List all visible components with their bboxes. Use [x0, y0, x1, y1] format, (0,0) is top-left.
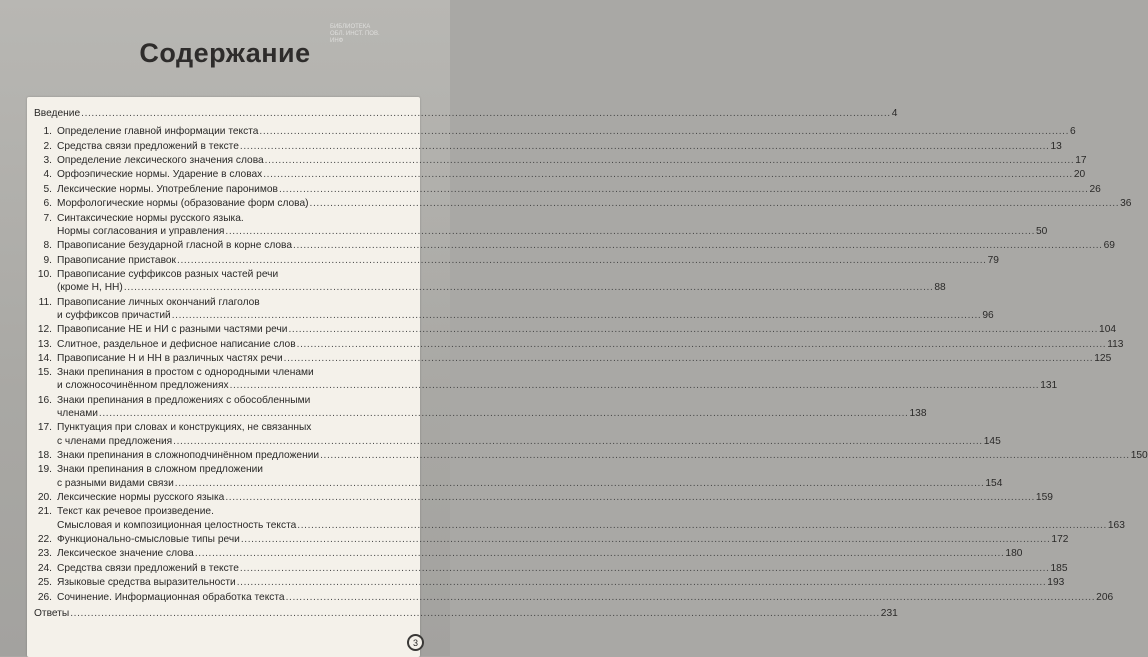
dot-leader	[70, 607, 880, 620]
toc-entry-number: 8.	[43, 240, 52, 252]
toc-entry-title-continued: Нормы согласования и управления	[57, 225, 225, 237]
toc-entry-number: 12.	[37, 324, 52, 336]
toc-entry	[34, 197, 1132, 210]
dot-leader	[259, 125, 1069, 138]
toc-entry-page: 69	[1103, 240, 1115, 252]
toc-entry-answers	[34, 607, 898, 620]
toc-entry-page: 150	[1130, 450, 1148, 462]
table-of-contents	[27, 97, 1148, 657]
toc-entry-page: 96	[982, 309, 994, 321]
toc-entry	[34, 352, 1112, 365]
toc-entry-number: 20.	[37, 492, 52, 504]
dot-leader	[237, 576, 1047, 589]
dot-leader	[230, 379, 1040, 392]
toc-list	[34, 107, 1148, 620]
toc-entry-number: 23.	[37, 548, 52, 560]
toc-entry-title: Знаки препинания в сложноподчинённом предложении	[57, 450, 320, 462]
toc-entry-page: 154	[985, 477, 1003, 489]
toc-entry-page: 145	[983, 435, 1001, 447]
dot-leader	[172, 309, 982, 322]
toc-entry-number: 17.	[37, 422, 52, 434]
toc-entry-title: Пунктуация при словах и конструкциях, не связанных	[57, 422, 312, 434]
toc-entry-title: Знаки препинания в предложениях с обособленными	[57, 394, 311, 406]
toc-entry-title: Определение главной информации текста	[57, 126, 259, 138]
toc-entry-number: 11.	[38, 296, 52, 308]
toc-entry-number: 19.	[37, 464, 52, 476]
toc-entry-number: 15.	[37, 367, 52, 379]
dot-leader	[99, 407, 909, 420]
toc-entry	[34, 533, 1069, 546]
dot-leader	[177, 254, 987, 267]
toc-entry-title: Морфологические нормы (образование форм слова)	[57, 198, 309, 210]
toc-entry-number: 16.	[37, 394, 52, 406]
toc-entry-page: 172	[1051, 534, 1069, 546]
toc-entry-title-continued: членами	[57, 408, 98, 420]
stamp-line: БИБЛИОТЕКА	[330, 24, 371, 30]
page-number-badge: 3	[407, 634, 424, 651]
toc-entry	[34, 463, 1003, 489]
toc-entry-number: 10.	[37, 268, 52, 280]
toc-entry-title: Лексические нормы. Употребление паронимов	[57, 183, 278, 195]
toc-entry-page: 79	[987, 254, 999, 266]
dot-leader	[173, 435, 983, 448]
toc-entry	[34, 547, 1023, 560]
toc-entry-title: Определение лексического значения слова	[57, 154, 264, 166]
toc-entry-title: Функционально-смысловые типы речи	[57, 534, 240, 546]
dot-leader	[297, 338, 1107, 351]
toc-entry-page: 163	[1107, 519, 1125, 531]
toc-entry	[34, 338, 1124, 351]
dot-leader	[293, 239, 1103, 252]
toc-entry	[34, 296, 994, 322]
dot-leader	[297, 519, 1107, 532]
toc-entry-page: 50	[1036, 225, 1048, 237]
toc-entry-page: 185	[1050, 562, 1068, 574]
toc-entry-title: Правописание суффиксов разных частей речи	[57, 268, 279, 280]
dot-leader	[124, 281, 934, 294]
dot-leader	[284, 352, 1094, 365]
dot-leader	[195, 547, 1005, 560]
toc-entry	[34, 366, 1058, 392]
toc-entry-title-continued: и сложносочинённом предложениях	[57, 380, 229, 392]
dot-leader	[288, 323, 1098, 336]
toc-entry-intro	[34, 107, 898, 120]
toc-entry-title-continued: Смысловая и композиционная целостность текста	[57, 519, 297, 531]
toc-entry-title: Введение	[34, 108, 81, 119]
toc-entry	[34, 239, 1115, 252]
toc-entry-title: Средства связи предложений в тексте	[57, 562, 239, 574]
toc-entry-title: Лексическое значение слова	[57, 548, 194, 560]
toc-entry-number: 3.	[43, 154, 52, 166]
toc-entry-number: 6.	[43, 198, 52, 210]
toc-entry-page: 20	[1073, 169, 1086, 181]
toc-entry-page: 104	[1099, 324, 1117, 336]
toc-entry-number: 9.	[43, 254, 52, 266]
toc-entry-page: 138	[909, 408, 927, 420]
toc-entry-title: Правописание личных окончаний глаголов	[57, 296, 260, 308]
toc-entry-number: 1.	[43, 126, 52, 138]
toc-entry	[34, 212, 1048, 238]
dot-leader	[265, 154, 1075, 167]
stamp-line: ИНФ	[330, 38, 344, 44]
toc-entry	[34, 154, 1087, 167]
toc-entry-title: Лексические нормы русского языка	[57, 492, 225, 504]
toc-entry	[34, 254, 999, 267]
dot-leader	[310, 197, 1120, 210]
toc-entry-page: 131	[1040, 380, 1058, 392]
toc-entry-number: 24.	[37, 562, 52, 574]
toc-entry-page: 6	[1070, 126, 1076, 138]
toc-entry	[34, 505, 1125, 531]
toc-entry	[34, 449, 1148, 462]
toc-entry-number: 26.	[37, 591, 52, 603]
toc-entry	[34, 183, 1101, 196]
toc-entry-page: 88	[934, 282, 946, 294]
toc-entry-page: 159	[1035, 492, 1053, 504]
toc-entry-page: 13	[1050, 140, 1062, 152]
toc-entry	[34, 394, 927, 420]
toc-entry-title: Текст как речевое произведение.	[57, 506, 214, 518]
toc-entry-title: Знаки препинания в сложном предложении	[57, 464, 263, 476]
dot-leader	[81, 107, 891, 120]
dot-leader	[263, 168, 1073, 181]
toc-entry-page: 17	[1075, 154, 1087, 166]
toc-entry	[34, 562, 1068, 575]
stamp-line: ОБЛ. ИНСТ. ПОВ.	[330, 31, 380, 37]
toc-entry	[34, 268, 946, 294]
dot-leader	[240, 140, 1050, 153]
toc-entry-number: 25.	[37, 577, 52, 589]
dot-leader	[225, 225, 1035, 238]
toc-entry-title: Языковые средства выразительности	[57, 577, 236, 589]
toc-entry	[34, 591, 1114, 604]
toc-entry-page: 36	[1120, 198, 1132, 210]
toc-entry-title-continued: с членами предложения	[57, 435, 173, 447]
toc-entry-title: Правописание безударной гласной в корне слова	[57, 240, 293, 252]
toc-entry-number: 22.	[37, 534, 52, 546]
toc-entry-page: 113	[1107, 338, 1124, 350]
toc-entry	[34, 421, 1001, 447]
toc-entry-title-continued: (кроме Н, НН)	[57, 282, 123, 294]
toc-entry	[34, 125, 1076, 138]
toc-entry-number: 13.	[37, 338, 52, 350]
toc-entry-title: Правописание Н и НН в различных частях речи	[57, 352, 283, 364]
dot-leader	[320, 449, 1130, 462]
dot-leader	[279, 183, 1089, 196]
page-title: Содержание	[139, 38, 311, 68]
toc-entry-page: 125	[1094, 352, 1112, 364]
toc-entry	[34, 491, 1053, 504]
toc-entry	[34, 323, 1117, 336]
toc-entry	[34, 140, 1062, 153]
toc-entry	[34, 576, 1065, 589]
toc-entry-title: Правописание приставок	[57, 254, 177, 266]
toc-entry-page: 180	[1005, 548, 1023, 560]
dot-leader	[225, 491, 1035, 504]
toc-entry-title: Правописание НЕ и НИ с разными частями речи	[57, 324, 288, 336]
toc-entry-number: 18.	[37, 450, 52, 462]
toc-entry-number: 21.	[37, 506, 52, 518]
dot-leader	[286, 591, 1096, 604]
toc-entry-title: Синтаксические нормы русского языка.	[57, 212, 244, 224]
toc-entry-title: Сочинение. Информационная обработка текста	[57, 591, 285, 603]
dot-leader	[240, 562, 1050, 575]
toc-entry	[34, 168, 1086, 181]
toc-entry-number: 5.	[43, 183, 52, 195]
toc-entry-page: 193	[1047, 577, 1065, 589]
toc-entry-number: 7.	[43, 212, 52, 224]
toc-entry-title: Средства связи предложений в тексте	[57, 140, 239, 152]
toc-entry-page: 4	[891, 108, 898, 119]
toc-entry-number: 2.	[43, 140, 52, 152]
toc-entry-title: Ответы	[34, 607, 70, 619]
toc-entry-title: Орфоэпические нормы. Ударение в словах	[57, 169, 263, 181]
toc-entry-page: 206	[1096, 591, 1114, 603]
toc-entry-title-continued: с разными видами связи	[57, 477, 174, 489]
toc-entry-number: 4.	[43, 169, 52, 181]
dot-leader	[241, 533, 1051, 546]
toc-entry-page: 26	[1089, 183, 1101, 195]
toc-entry-page: 231	[880, 607, 898, 619]
toc-entry-title: Знаки препинания в простом с однородными членами	[57, 367, 314, 379]
dot-leader	[175, 477, 985, 490]
toc-entry-title-continued: и суффиксов причастий	[57, 309, 171, 321]
toc-entry-title: Слитное, раздельное и дефисное написание слов	[57, 338, 296, 350]
toc-entry-number: 14.	[37, 352, 52, 364]
